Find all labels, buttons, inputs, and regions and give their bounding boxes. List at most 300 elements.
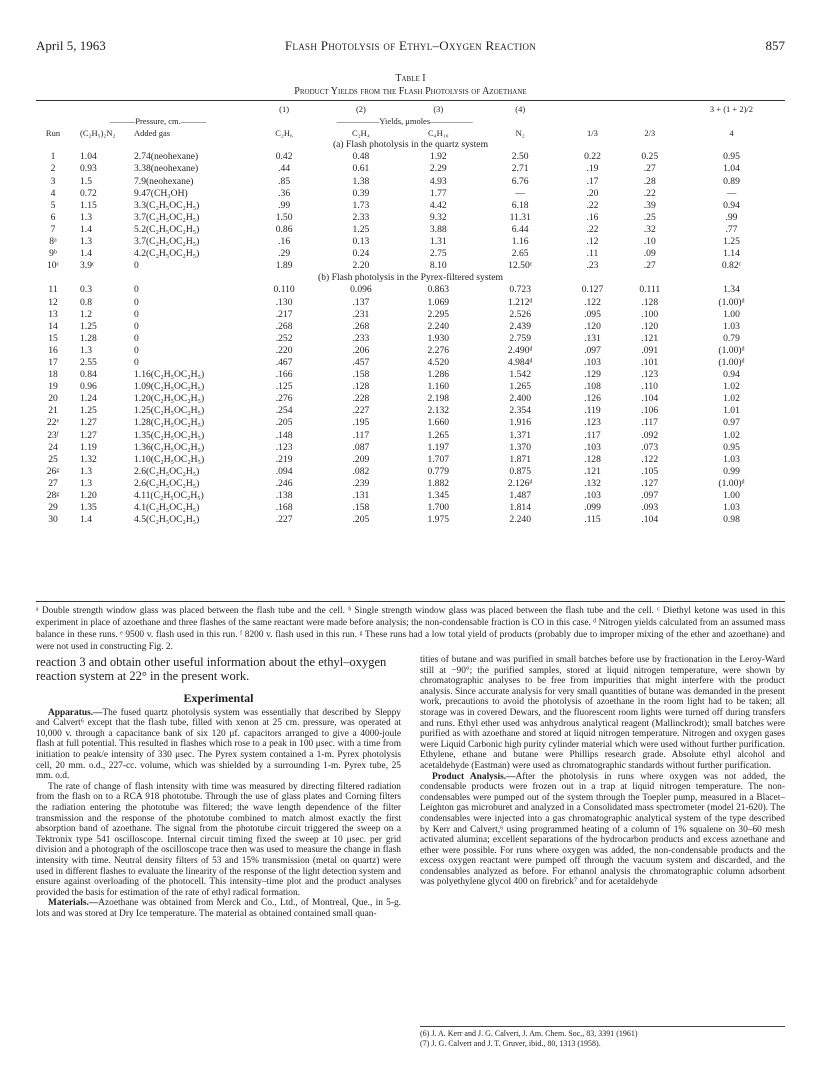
table-cell: .166 <box>275 369 293 381</box>
table-cell: 4.520 <box>427 356 450 368</box>
table-cell: .158 <box>352 502 370 514</box>
table-cell: .27 <box>643 260 656 272</box>
page-number: 857 <box>765 38 785 53</box>
table-cell: 6 <box>50 211 56 223</box>
table-cell: .094 <box>275 465 293 477</box>
col-num-1: (1) <box>279 104 290 114</box>
table-cell: (1.00)ᵈ <box>718 344 745 356</box>
table-cell: 0.98 <box>723 514 740 526</box>
table-cell: 1.77 <box>429 187 447 199</box>
table-cell: 1.24 <box>80 393 97 405</box>
table-cell: 2.439 <box>509 320 531 332</box>
table-cell: 1.00 <box>723 490 740 501</box>
table-row <box>36 478 785 490</box>
table-row <box>36 454 785 466</box>
table-cell: 6.18 <box>511 199 529 211</box>
table-cell: 1.069 <box>427 296 450 308</box>
table-cell: .126 <box>584 393 601 405</box>
right-column <box>420 655 785 888</box>
table-cell: 0.94 <box>723 369 740 381</box>
section-heading-experimental: Experimental <box>183 691 254 705</box>
table-cell: 29 <box>48 502 58 514</box>
reference-7: (7) J. G. Calvert and J. T. Gruver, ibid., 80, 1313 (1958). <box>420 1039 601 1048</box>
table-cell: 0.79 <box>723 332 740 344</box>
table-cell: .99 <box>725 211 738 223</box>
table-cell: 1.814 <box>509 502 531 514</box>
table-cell: .104 <box>641 514 659 526</box>
table-cell: 4.2(C₂H₅OC₂H₅) <box>134 248 200 260</box>
table-cell: 1.32 <box>80 453 97 465</box>
table-cell: 25 <box>48 453 58 465</box>
col-header: N₂ <box>515 128 525 139</box>
table-cell: 0 <box>134 356 139 368</box>
table-bottom-rule <box>36 601 785 602</box>
table-cell: 27 <box>48 477 58 489</box>
table-cell: 1.89 <box>275 260 293 272</box>
table-cell: .103 <box>584 490 601 501</box>
col-header: 2/3 <box>644 128 656 139</box>
table-cell: .117 <box>352 429 370 441</box>
table-cell: .12 <box>586 236 599 248</box>
table-cell: 1.92 <box>429 151 447 163</box>
table-cell: .122 <box>584 296 601 308</box>
yields-table <box>36 103 785 526</box>
table-cell: 2.240 <box>427 320 450 332</box>
table-cell: 1.25 <box>723 236 740 248</box>
table-cell: 2.65 <box>511 248 529 260</box>
col-header: Added gas <box>134 128 171 139</box>
table-cell: 1.73 <box>352 199 370 211</box>
table-cell: 1.28(C₂H₅OC₂H₅) <box>134 417 205 429</box>
table-cell: .106 <box>641 405 659 417</box>
table-cell: 2.132 <box>427 405 450 417</box>
table-cell: 1.31 <box>429 236 447 248</box>
table-cell: 2.240 <box>509 514 531 526</box>
table-cell: 2.198 <box>427 393 450 405</box>
table-cell: .206 <box>352 344 370 356</box>
table-cell: .227 <box>352 405 370 417</box>
table-cell: 1.5 <box>80 175 92 187</box>
header-date: April 5, 1963 <box>36 38 106 53</box>
table-cell: 1.370 <box>509 441 531 453</box>
table-cell: .097 <box>641 490 659 501</box>
col-header: 4 <box>729 128 734 139</box>
section-heading-a: (a) Flash photolysis in the quartz system <box>332 139 489 151</box>
table-cell: 10ᶜ <box>46 260 60 272</box>
table-row <box>36 224 785 236</box>
table-cell: .17 <box>586 175 599 187</box>
table-cell: 0 <box>134 284 139 296</box>
table-cell: .22 <box>643 187 656 199</box>
table-cell: .22 <box>586 199 599 211</box>
table-cell: 0.93 <box>80 163 97 175</box>
table-caption: Product Yields from the Flash Photolysis of Azoethane <box>294 86 527 97</box>
table-cell: 0.96 <box>80 381 97 393</box>
table-cell: 1.04 <box>80 151 97 163</box>
col-num-4: (4) <box>515 104 526 114</box>
table-row <box>36 369 785 381</box>
table-cell: 0.8 <box>80 296 92 308</box>
table-cell: 1.975 <box>427 514 450 526</box>
table-cell: 1.882 <box>427 477 450 489</box>
table-cell: 1.09(C₂H₅OC₂H₅) <box>134 381 205 393</box>
table-cell: 1.4 <box>80 248 92 260</box>
table-cell: 13 <box>48 308 58 320</box>
table-cell: .220 <box>275 344 293 356</box>
table-cell: 0.127 <box>581 284 604 296</box>
table-cell: 1.34 <box>723 284 740 296</box>
table-cell: 1.27 <box>80 429 97 441</box>
table-cell: 1.02 <box>723 393 740 405</box>
table-cell: .20 <box>586 187 599 199</box>
table-cell: 1.50 <box>275 211 293 223</box>
table-cell: 1.02 <box>723 429 740 441</box>
table-cell: .16 <box>278 236 291 248</box>
table-cell: 0.82ᶜ <box>721 260 742 272</box>
table-cell: .121 <box>641 332 659 344</box>
table-cell: 4.93 <box>429 175 447 187</box>
table-cell: 1.345 <box>427 490 450 501</box>
table-cell: 1.28 <box>80 332 97 344</box>
table-cell: 3.38(neohexane) <box>134 163 199 175</box>
table-cell: 1.25(C₂H₅OC₂H₅) <box>134 405 205 417</box>
table-cell: .119 <box>584 405 601 417</box>
table-cell: 1.265 <box>427 429 450 441</box>
table-cell: 4.1(C₂H₅OC₂H₅) <box>134 502 200 514</box>
table-cell: (1.00)ᵈ <box>718 356 745 368</box>
table-cell: .121 <box>584 465 601 477</box>
table-cell: 1.36(C₂H₅OC₂H₅) <box>134 441 205 453</box>
table-cell: .117 <box>584 429 601 441</box>
table-cell: 1.542 <box>509 369 531 381</box>
table-row <box>36 260 785 272</box>
table-cell: 0.096 <box>350 284 372 296</box>
table-cell: 2.295 <box>427 308 450 320</box>
table-cell: .25 <box>643 211 656 223</box>
table-cell: .073 <box>641 441 659 453</box>
table-cell: 1.930 <box>427 332 450 344</box>
table-row <box>36 321 785 333</box>
table-row <box>36 381 785 393</box>
table-cell: 1.04 <box>723 163 740 175</box>
table-cell: .39 <box>643 199 656 211</box>
table-cell: .125 <box>275 381 293 393</box>
table-cell: 12.50ᶜ <box>508 260 533 272</box>
table-cell: 17 <box>48 356 58 368</box>
col-number-row <box>36 103 785 115</box>
table-cell: .099 <box>584 502 601 514</box>
table-row <box>36 309 785 321</box>
table-cell: .23 <box>586 260 599 272</box>
table-cell: 1.4 <box>80 223 92 235</box>
table-cell: 0.110 <box>273 284 295 296</box>
table-cell: .095 <box>584 308 601 320</box>
table-cell: 1.01 <box>723 405 740 417</box>
table-cell: 1.371 <box>509 429 531 441</box>
table-cell: .254 <box>275 405 293 417</box>
table-cell: 1.286 <box>427 369 450 381</box>
table-row <box>36 297 785 309</box>
table-cell: .103 <box>584 441 601 453</box>
table-cell: .137 <box>352 296 370 308</box>
table-cell: 1.25 <box>352 223 370 235</box>
table-cell: .128 <box>641 296 659 308</box>
table-cell: 1.16 <box>511 236 529 248</box>
table-cell: 1.19 <box>80 441 97 453</box>
table-cell: .122 <box>641 453 659 465</box>
table-cell: .128 <box>584 453 601 465</box>
table-row <box>36 151 785 163</box>
table-cell: (1.00)ᵈ <box>718 296 745 308</box>
table-cell: 1.487 <box>509 490 531 501</box>
table-cell: 2.490ᵈ <box>507 344 533 356</box>
table-cell: 1.871 <box>509 453 531 465</box>
table-cell: 2.55 <box>80 356 97 368</box>
table-cell: .231 <box>352 308 370 320</box>
table-row <box>36 442 785 454</box>
table-cell: 0.95 <box>723 441 740 453</box>
table-cell: — <box>515 187 525 199</box>
table-cell: 2.400 <box>509 393 531 405</box>
table-cell: .168 <box>275 502 293 514</box>
table-cell: .29 <box>278 248 291 260</box>
table-cell: 1.3 <box>80 465 92 477</box>
formula-header: 3 + (1 + 2)/2 <box>709 104 754 114</box>
table-cell: 0 <box>134 308 139 320</box>
table-cell: 8.10 <box>429 260 447 272</box>
table-cell: 1.20(C₂H₅OC₂H₅) <box>134 393 205 405</box>
section-heading-b: (b) Flash photolysis in the Pyrex-filtered system <box>318 272 503 284</box>
table-cell: 1.10(C₂H₅OC₂H₅) <box>134 453 205 465</box>
table-cell: 2.126ᵈ <box>507 477 533 489</box>
table-cell: .233 <box>352 332 370 344</box>
col-header: Run <box>45 128 61 139</box>
col-header: C₂H₄ <box>352 128 370 139</box>
table-cell: 4.5(C₂H₅OC₂H₅) <box>134 514 200 526</box>
table-cell: 0.111 <box>639 284 661 296</box>
table-cell: 0.863 <box>427 284 450 296</box>
table-cell: 24 <box>48 441 58 453</box>
table-cell: 20 <box>48 393 58 405</box>
table-cell: 9.47(CH₃OH) <box>134 187 188 199</box>
table-row <box>36 188 785 200</box>
table-cell: .467 <box>275 356 293 368</box>
table-cell: 2.526 <box>509 308 531 320</box>
table-cell: .131 <box>352 490 370 501</box>
col-header: 1/3 <box>587 128 598 139</box>
table-cell: 18 <box>48 369 58 381</box>
table-cell: .205 <box>275 417 293 429</box>
table-row <box>36 200 785 212</box>
table-cell: .129 <box>584 369 601 381</box>
table-cell: 0.25 <box>641 151 659 163</box>
table-cell: 28ᵍ <box>46 490 60 501</box>
table-cell: 1.38 <box>352 175 370 187</box>
table-cell: .27 <box>643 163 656 175</box>
table-cell: 11.31 <box>509 211 531 223</box>
table-cell: 0.779 <box>427 465 450 477</box>
table-cell: .132 <box>584 477 601 489</box>
table-cell: 4.42 <box>429 199 447 211</box>
table-cell: 11 <box>48 284 58 296</box>
table-cell: 8ᵃ <box>49 236 57 248</box>
table-cell: 16 <box>48 344 58 356</box>
table-cell: 23ᶠ <box>47 429 59 441</box>
table-cell: 0.84 <box>80 369 97 381</box>
table-cell: 1.25 <box>80 320 97 332</box>
table-cell: .131 <box>584 332 601 344</box>
table-cell: .123 <box>584 417 601 429</box>
table-cell: 1.02 <box>723 381 740 393</box>
table-cell: .091 <box>641 344 659 356</box>
table-cell: 1.35 <box>80 502 97 514</box>
group-header-row <box>36 115 785 127</box>
table-row <box>36 393 785 405</box>
table-row <box>36 345 785 357</box>
table-row <box>36 284 785 296</box>
table-cell: 0 <box>134 320 139 332</box>
table-row <box>36 490 785 502</box>
table-cell: 0.22 <box>584 151 601 163</box>
table-label: Table I <box>395 73 426 84</box>
table-cell: 6.44 <box>511 223 529 235</box>
table-row <box>36 212 785 224</box>
column-header-row <box>36 127 785 139</box>
table-cell: 3.3(C₂H₅OC₂H₅) <box>134 199 200 211</box>
table-cell: 1.212ᵈ <box>507 296 533 308</box>
table-cell: .103 <box>584 356 601 368</box>
table-cell: .128 <box>352 381 370 393</box>
col-header: C₂H₆ <box>275 128 293 139</box>
table-cell: .99 <box>278 199 291 211</box>
table-cell: 1.707 <box>427 453 450 465</box>
table-row <box>36 430 785 442</box>
table-cell: 0.94 <box>723 199 740 211</box>
table-cell: .268 <box>352 320 370 332</box>
table-cell: .217 <box>275 308 293 320</box>
table-cell: 2.75 <box>429 248 447 260</box>
table-cell: 0.95 <box>723 151 740 163</box>
table-row <box>36 357 785 369</box>
table-cell: .195 <box>352 417 370 429</box>
table-cell: .77 <box>725 223 738 235</box>
table-cell: .209 <box>352 453 370 465</box>
table-cell: .11 <box>586 248 599 260</box>
table-cell: 5 <box>50 199 56 211</box>
table-row <box>36 502 785 514</box>
table-cell: .108 <box>584 381 601 393</box>
table-cell: .252 <box>275 332 293 344</box>
table-cell: 1.3 <box>80 236 92 248</box>
table-cell: .110 <box>641 381 658 393</box>
table-footnotes: ᵃ Double strength window glass was placed between the flash tube and the cell. ᵇ Single strength window glass was placed between the flash tube and the cell. ᶜ Diethyl ketone was used in this experiment in place of azoethane and three flashes of the same reactant were made before analysis; the non-condensable fraction is CO in this case. ᵈ Nitrogen yields calculated from an assumed mass balance in these runs. ᵉ 9500 v. flash used in this run. ᶠ 8200 v. flash used in this run. ᵍ These runs had a low total yield of products (probably due to improper mixing of the ether and azoethane) and were not used in constructing Fig. 2. <box>36 606 785 652</box>
table-cell: .092 <box>641 429 659 441</box>
table-cell: 2.33 <box>352 211 370 223</box>
table-cell: 1.4 <box>80 514 92 526</box>
table-cell: .115 <box>584 514 601 526</box>
running-header <box>36 38 785 56</box>
table-cell: 0.39 <box>352 187 370 199</box>
table-cell: 0.89 <box>723 175 740 187</box>
table-cell: 22ᵉ <box>46 417 60 429</box>
table-cell: 4.11(C₂H₅OC₂H₅) <box>134 490 204 501</box>
table-cell: 1.03 <box>723 320 740 332</box>
table-cell: 1 <box>50 151 56 163</box>
table-cell: .44 <box>278 163 291 175</box>
table-cell: .100 <box>641 308 659 320</box>
table-cell: .105 <box>641 465 659 477</box>
table-cell: 3 <box>50 175 56 187</box>
table-cell: .09 <box>643 248 656 260</box>
table-cell: .219 <box>275 453 293 465</box>
table-cell: 1.3 <box>80 344 92 356</box>
table-cell: 2.6(C₂H₅OC₂H₅) <box>134 465 200 477</box>
table-cell: 1.3 <box>80 211 92 223</box>
table-cell: (1.00)ᵈ <box>718 477 745 489</box>
table-cell: 2.276 <box>427 344 450 356</box>
reference-6: (6) J. A. Kerr and J. G. Calvert, J. Am. Chem. Soc., 83, 3391 (1961) <box>420 1029 638 1038</box>
table-cell: 12 <box>48 296 58 308</box>
table-row <box>36 405 785 417</box>
table-cell: .22 <box>586 223 599 235</box>
table-cell: 1.00 <box>723 308 740 320</box>
table-cell: 1.25 <box>80 405 97 417</box>
table-cell: 1.265 <box>509 381 531 393</box>
left-column <box>36 655 401 919</box>
pressure-group-header: ———Pressure, cm.——— <box>109 116 207 127</box>
materials-paragraph: Materials.—Azoethane was obtained from Merck and Co., Ltd., of Montreal, Que., in 5-g. lots and was stored at Dry Ice temperature. The material as obtained contained small quan- <box>36 898 401 919</box>
references <box>420 1026 785 1049</box>
table-cell: 2.29 <box>429 163 447 175</box>
table-cell: 6.76 <box>511 175 529 187</box>
table-cell: .097 <box>584 344 601 356</box>
table-cell: .246 <box>275 477 293 489</box>
lead-paragraph: reaction 3 and obtain other useful information about the ethyl–oxygen reaction system at 22° in the present work. <box>36 655 387 683</box>
table-cell: .120 <box>641 320 659 332</box>
table-cell: .85 <box>278 175 291 187</box>
table-cell: 1.03 <box>723 502 740 514</box>
col-num-3: (3) <box>433 104 444 114</box>
table-cell: .32 <box>643 223 656 235</box>
table-cell: .10 <box>643 236 656 248</box>
table-cell: 1.660 <box>427 417 450 429</box>
col-header: (C₂H₅)₂N₂ <box>80 128 116 139</box>
table-cell: .268 <box>275 320 293 332</box>
table-cell: 7 <box>50 223 56 235</box>
table-cell: .158 <box>352 369 370 381</box>
table-cell: 21 <box>48 405 58 417</box>
table-cell: 15 <box>48 332 58 344</box>
table-cell: 2.20 <box>352 260 370 272</box>
table-row <box>36 514 785 526</box>
table-cell: 0.13 <box>352 236 370 248</box>
table-cell: 9.32 <box>429 211 447 223</box>
table-cell: 1.197 <box>427 441 450 453</box>
table-cell: 1.27 <box>80 417 97 429</box>
table-cell: 1.20 <box>80 490 97 501</box>
table-cell: .093 <box>641 502 659 514</box>
table-cell: 0.97 <box>723 417 740 429</box>
table-cell: 7.9(neohexane) <box>134 175 194 187</box>
table-cell: 0 <box>134 332 139 344</box>
table-cell: .276 <box>275 393 293 405</box>
table-cell: 4 <box>50 187 56 199</box>
product-analysis-paragraph: Product Analysis.—After the photolysis in runs where oxygen was not added, the condensable products were frozen out in a trap at liquid nitrogen temperature. The non-condensables were pumped out of the system through the Toepler pump, measured in a Blacet–Leighton gas microburet and analyzed in a Consolidated mass spectrometer (model 21-620). The condensables were injected into a gas chromatographic analytical system of the type described by Kerr and Calvert,⁶ using programmed heating of a column of 1% squalene on 30–60 mesh activated alumina; excellent separations of the hydrocarbon products and excess azoethane and ether were possible. For runs where oxygen was added, the non-condensable products and the excess oxygen reactant were pumped off through the vacuum system and discarded, and the condensables analyzed as before. For ethanol analysis the chromatographic column adsorbent was polyethylene glycol 400 on firebrick⁷ and for acetaldehyde <box>420 771 786 888</box>
table-cell: .228 <box>352 393 370 405</box>
table-cell: 1.15 <box>80 199 97 211</box>
rate-paragraph: The rate of change of flash intensity with time was measured by directing filtered radiation from the flash on to a RCA 918 phototube. Through the use of glass plates and Corning filters the radiation entering the phototube was filtered; the wave length dependence of the filter transmission and the response of the phototube combined to match almost exactly the first absorption band of azoethane. The signal from the phototube circuit triggered the sweep on a Tektronix type 541 oscilloscope. Internal circuit timing fixed the sweep at 10 μsec. per grid division and a photograph of the oscilloscope trace then was used to measure the change in flash intensity with time. Neutral density filters of 53 and 15% transmission (metal on quartz) were used in different flashes to evaluate the linearity of the response of the light detection system and ensure against overloading of the photocell. This intensity–time plot and the product analyses provided the basis for estimation of the rate of ethyl radical formation. <box>36 781 401 898</box>
table-cell: 0.875 <box>509 465 531 477</box>
